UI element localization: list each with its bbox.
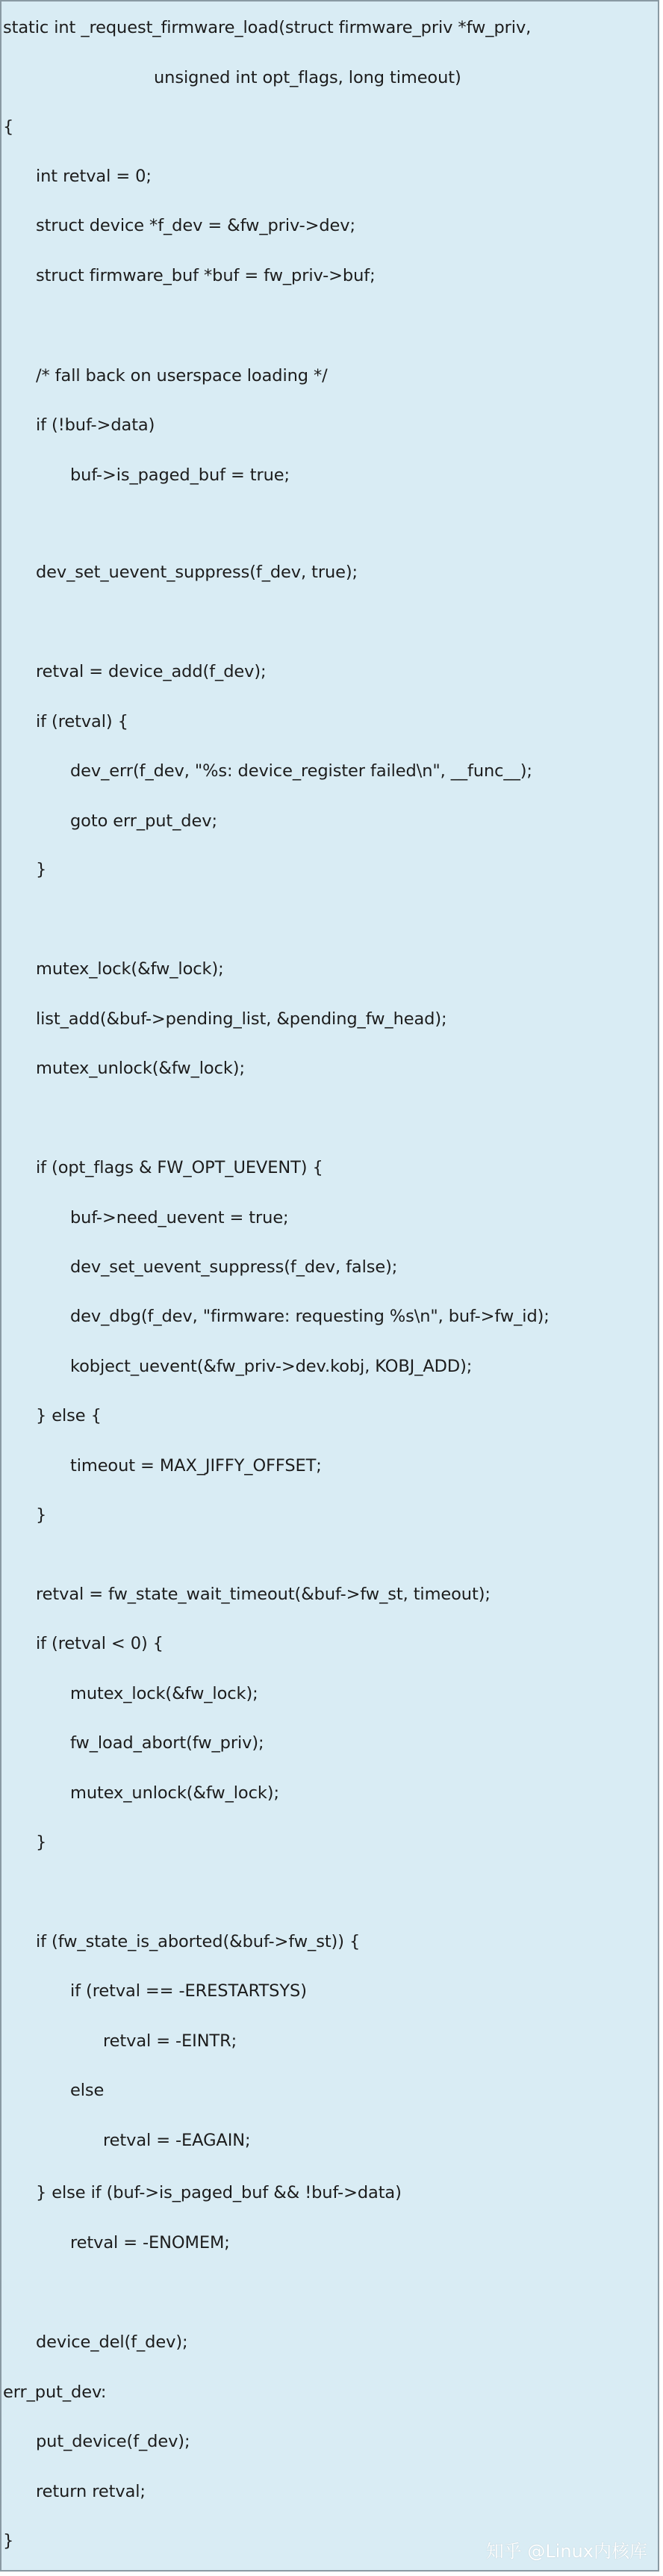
code-line: dev_dbg(f_dev, "firmware: requesting %s\n", buf->fw_id); — [70, 1307, 550, 1326]
code-line: unsigned int opt_flags, long timeout) — [154, 68, 461, 87]
code-line: static int _request_firmware_load(struct firmware_priv *fw_priv, — [3, 18, 532, 37]
code-line: int retval = 0; — [36, 167, 152, 186]
code-line: retval = device_add(f_dev); — [36, 662, 267, 681]
code-line: timeout = MAX_JIFFY_OFFSET; — [70, 1456, 322, 1476]
code-line: } — [36, 1833, 47, 1852]
code-line: dev_set_uevent_suppress(f_dev, false); — [70, 1257, 398, 1277]
code-line: mutex_unlock(&fw_lock); — [70, 1783, 279, 1803]
code-line: list_add(&buf->pending_list, &pending_fw_head); — [36, 1009, 447, 1029]
code-line: if (opt_flags & FW_OPT_UEVENT) { — [36, 1158, 323, 1177]
code-line: return retval; — [36, 2482, 146, 2501]
code-line: mutex_lock(&fw_lock); — [36, 959, 224, 979]
code-line: fw_load_abort(fw_priv); — [70, 1733, 264, 1753]
code-line: goto err_put_dev; — [70, 811, 217, 831]
code-line: } — [3, 2531, 14, 2551]
code-line: retval = -EINTR; — [103, 2031, 237, 2051]
code-line: retval = -EAGAIN; — [103, 2131, 251, 2150]
code-line: err_put_dev: — [3, 2383, 107, 2402]
code-line: } else { — [36, 1406, 102, 1425]
code-line: if (!buf->data) — [36, 415, 155, 435]
code-line: { — [3, 117, 14, 137]
code-line: } — [36, 1505, 47, 1525]
code-line: if (retval < 0) { — [36, 1634, 164, 1653]
code-line: mutex_lock(&fw_lock); — [70, 1684, 258, 1703]
code-line: mutex_unlock(&fw_lock); — [36, 1059, 245, 1078]
code-line: } — [36, 860, 47, 879]
code-line: struct device *f_dev = &fw_priv->dev; — [36, 216, 355, 235]
code-line: } else if (buf->is_paged_buf && !buf->data) — [36, 2183, 402, 2202]
code-line: device_del(f_dev); — [36, 2332, 188, 2352]
watermark: 知乎 @Linux内核库 — [485, 2541, 647, 2562]
code-line: if (retval) { — [36, 712, 128, 731]
code-line: kobject_uevent(&fw_priv->dev.kobj, KOBJ_ADD); — [70, 1357, 473, 1376]
code-line: else — [70, 2081, 105, 2100]
code-line: buf->is_paged_buf = true; — [70, 465, 290, 485]
code-line: /* fall back on userspace loading */ — [36, 366, 328, 386]
code-line: if (retval == -ERESTARTSYS) — [70, 1981, 307, 2001]
code-line: retval = fw_state_wait_timeout(&buf->fw_st, timeout); — [36, 1585, 491, 1604]
code-line: struct firmware_buf *buf = fw_priv->buf; — [36, 266, 376, 285]
code-line: dev_err(f_dev, "%s: device_register failed\n", __func__); — [70, 761, 532, 781]
code-line: retval = -ENOMEM; — [70, 2233, 230, 2253]
code-line: dev_set_uevent_suppress(f_dev, true); — [36, 563, 358, 582]
code-line: put_device(f_dev); — [36, 2432, 190, 2451]
code-line: if (fw_state_is_aborted(&buf->fw_st)) { — [36, 1932, 361, 1951]
code-line: buf->need_uevent = true; — [70, 1208, 289, 1227]
